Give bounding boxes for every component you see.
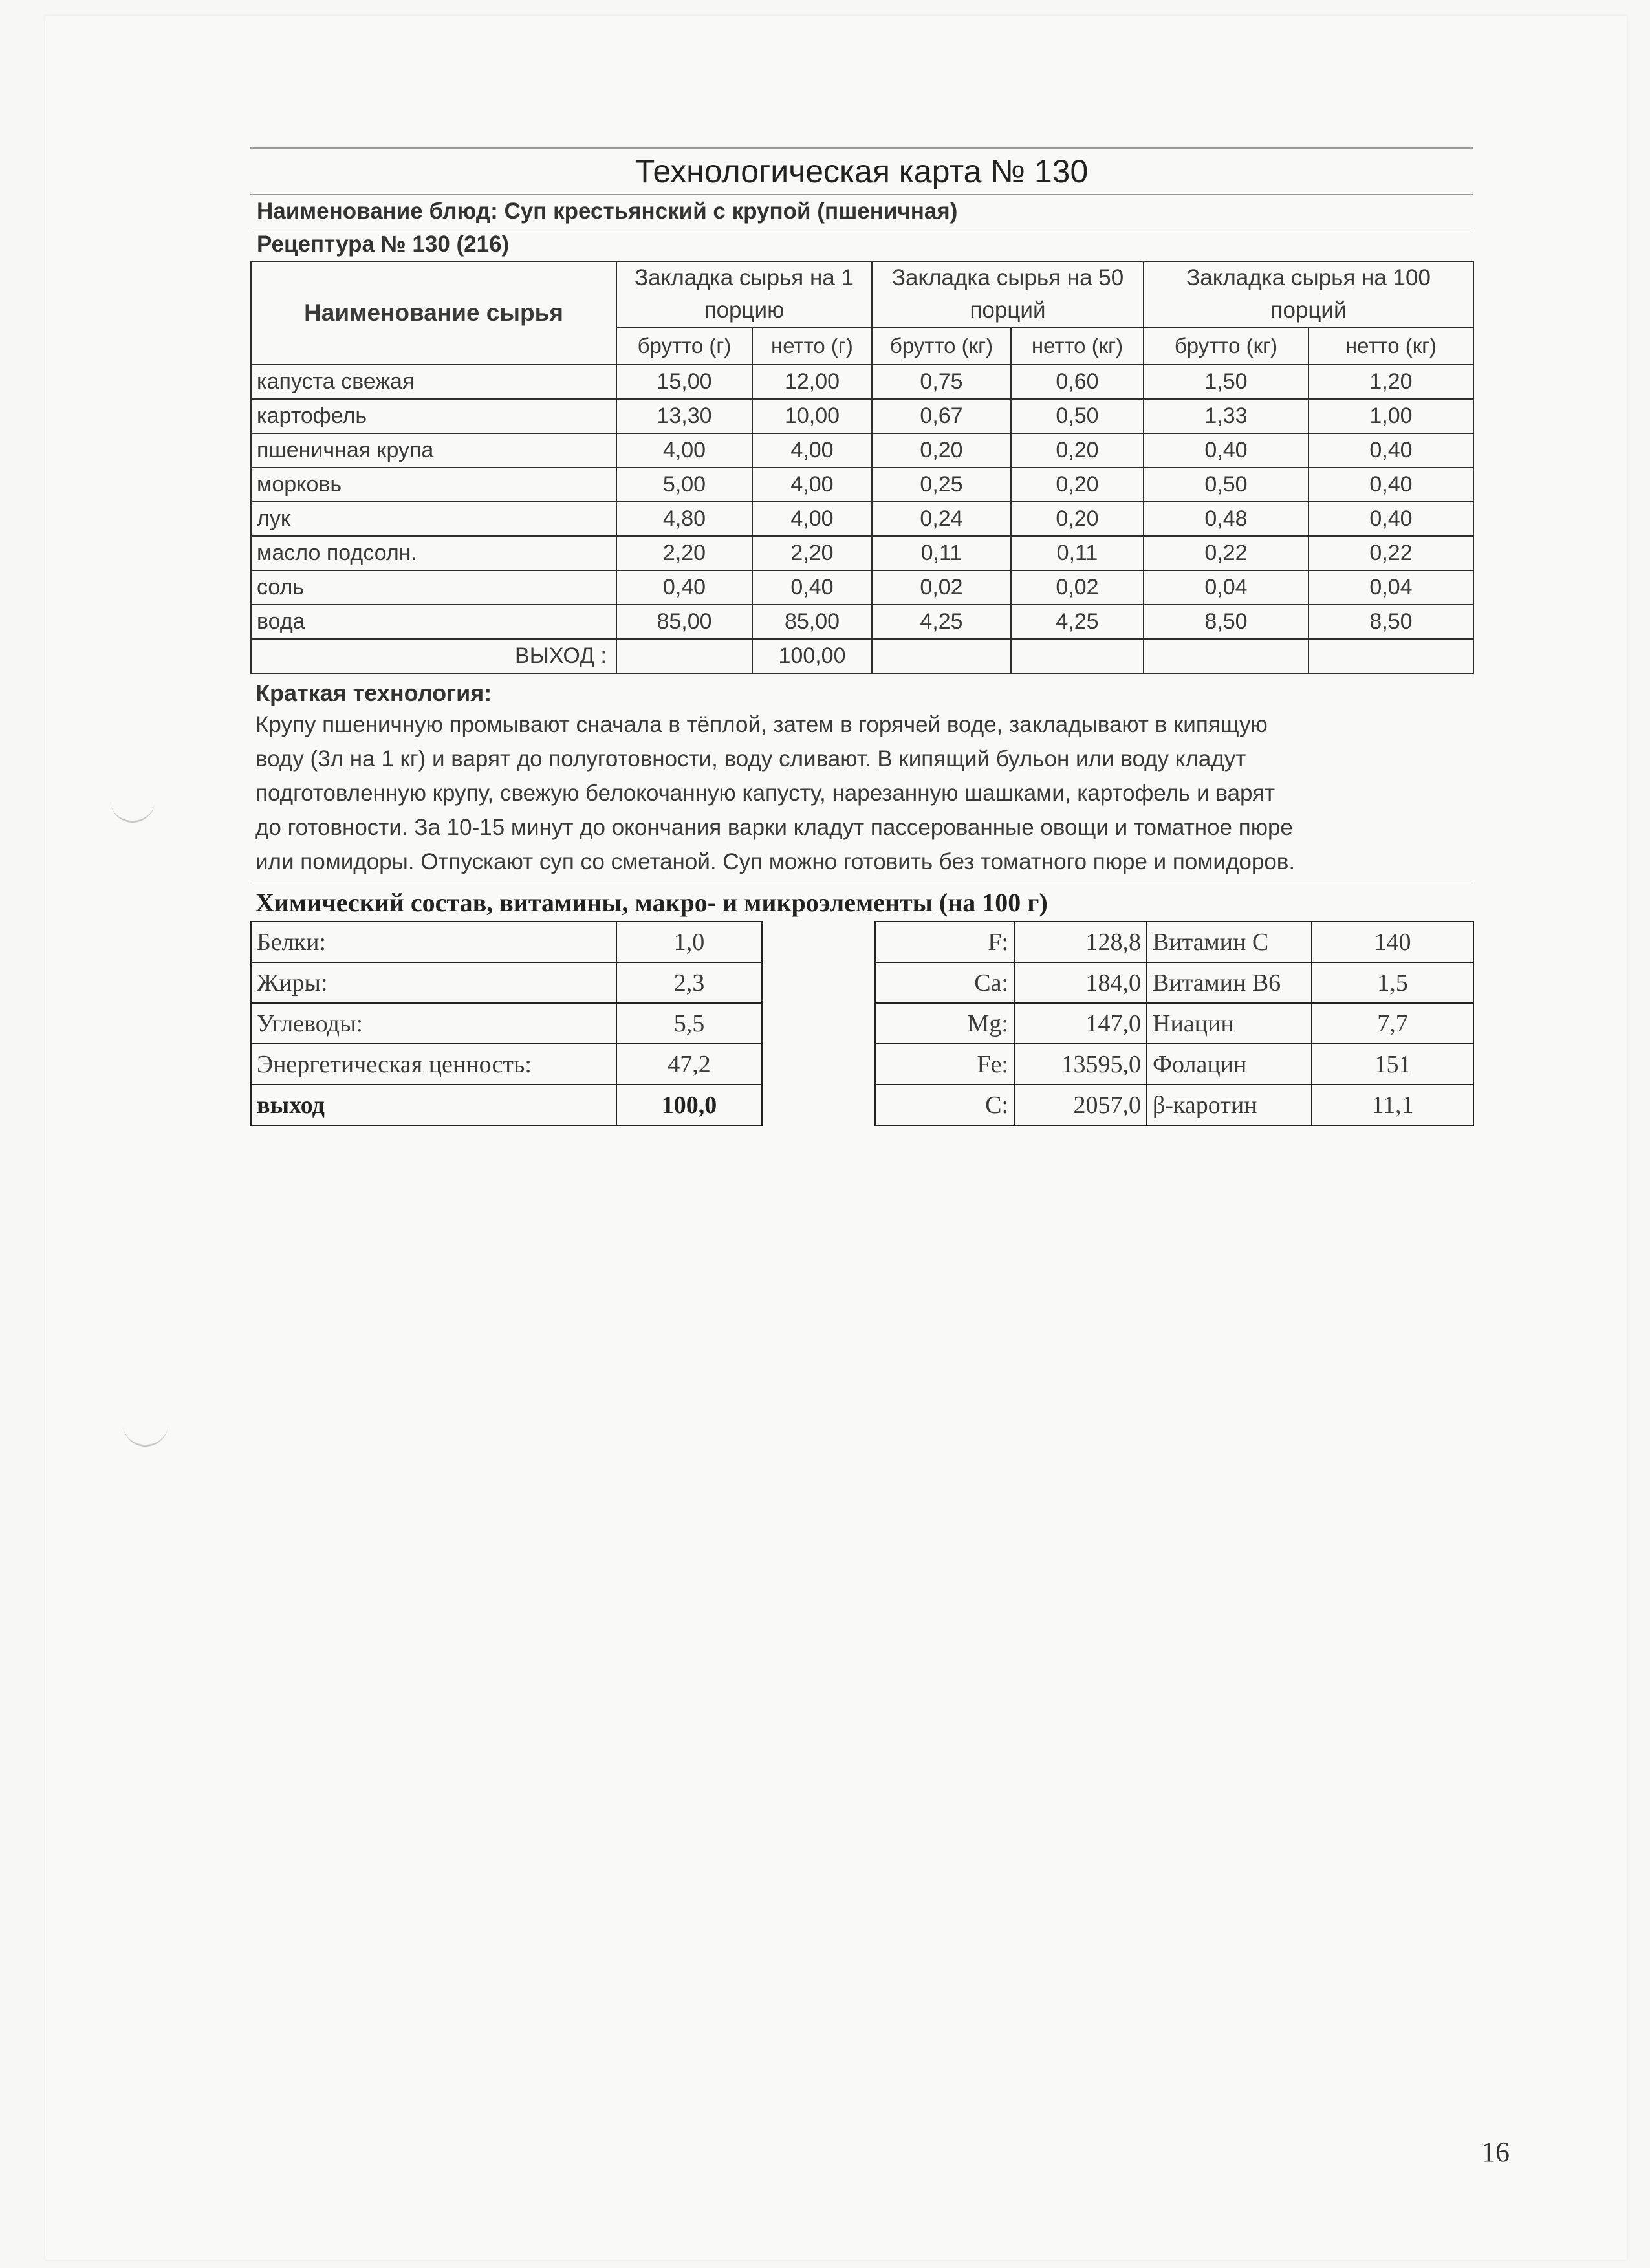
nutrient-label: Энергетическая ценность: (251, 1044, 616, 1085)
table-row (251, 365, 1473, 399)
nutrient-row (251, 1003, 762, 1044)
ingredient-amount: 0,25 (872, 468, 1011, 502)
mineral-value: 184,0 (1014, 962, 1147, 1003)
vitamin-name: Витамин В6 (1147, 962, 1312, 1003)
vitamin-name: Ниацин (1147, 1003, 1312, 1044)
ingredient-amount: 1,00 (1308, 399, 1473, 433)
nutrient-value: 47,2 (616, 1044, 762, 1085)
ingredient-amount: 0,67 (872, 399, 1011, 433)
nutrients-table (250, 921, 763, 1126)
ingredient-amount: 1,50 (1144, 365, 1308, 399)
nutrient-label: Жиры: (251, 962, 616, 1003)
mineral-element: Mg: (875, 1003, 1014, 1044)
ingredient-amount: 4,80 (616, 502, 752, 536)
ingredient-amount: 85,00 (616, 605, 752, 639)
ingredient-amount: 0,11 (1011, 536, 1144, 570)
ingredient-amount: 5,00 (616, 468, 752, 502)
ingredient-amount: 0,40 (1144, 433, 1308, 468)
ingredient-amount: 2,20 (616, 536, 752, 570)
ingredient-amount: 8,50 (1144, 605, 1308, 639)
ingredient-amount: 0,20 (872, 433, 1011, 468)
nutrient-value: 1,0 (616, 922, 762, 962)
chemistry-section (250, 921, 1473, 1134)
table-row (251, 502, 1473, 536)
ingredient-name: пшеничная крупа (251, 433, 616, 468)
table-row (251, 399, 1473, 433)
nutrient-label: Углеводы: (251, 1003, 616, 1044)
mineral-vitamin-row (875, 922, 1473, 962)
minerals-vitamins-table (874, 921, 1474, 1126)
ingredient-amount: 0,50 (1011, 399, 1144, 433)
mineral-value: 13595,0 (1014, 1044, 1147, 1085)
empty-cell (1144, 639, 1308, 673)
technology-line: Крупу пшеничную промывают сначала в тёплой, затем в горячей воде, закладывают в кипящую (255, 712, 1268, 737)
ingredient-amount: 1,20 (1308, 365, 1473, 399)
column-header-name: Наименование сырья (251, 261, 616, 365)
dish-name: Наименование блюд: Суп крестьянский с крупой (пшеничная) (250, 195, 1473, 228)
ingredient-amount: 12,00 (752, 365, 872, 399)
card-title: Технологическая карта № 130 (250, 147, 1473, 195)
ingredient-amount: 0,20 (1011, 502, 1144, 536)
yield-label: ВЫХОД : (251, 639, 616, 673)
mineral-vitamin-row (875, 1085, 1473, 1125)
empty-cell (1308, 639, 1473, 673)
mineral-element: C: (875, 1085, 1014, 1125)
ingredient-amount: 0,48 (1144, 502, 1308, 536)
column-subheader: нетто (кг) (1011, 327, 1144, 365)
table-row (251, 570, 1473, 605)
vitamin-value: 151 (1312, 1044, 1473, 1085)
vitamin-value: 7,7 (1312, 1003, 1473, 1044)
table-row (251, 605, 1473, 639)
column-subheader: брутто (кг) (872, 327, 1011, 365)
column-subheader: нетто (г) (752, 327, 872, 365)
mineral-value: 2057,0 (1014, 1085, 1147, 1125)
mineral-element: Fe: (875, 1044, 1014, 1085)
ingredient-amount: 0,22 (1308, 536, 1473, 570)
table-row (251, 536, 1473, 570)
ingredient-amount: 2,20 (752, 536, 872, 570)
empty-cell (1011, 639, 1144, 673)
ingredient-name: лук (251, 502, 616, 536)
mineral-vitamin-row (875, 962, 1473, 1003)
empty-cell (872, 639, 1011, 673)
ingredient-amount: 4,00 (752, 433, 872, 468)
nutrient-label: Белки: (251, 922, 616, 962)
column-subheader: нетто (кг) (1308, 327, 1473, 365)
column-subheader: брутто (кг) (1144, 327, 1308, 365)
mineral-element: F: (875, 922, 1014, 962)
nutrient-row (251, 962, 762, 1003)
ingredient-amount: 85,00 (752, 605, 872, 639)
column-subheader: брутто (г) (616, 327, 752, 365)
technology-line: или помидоры. Отпускают суп со сметаной. Суп можно готовить без томатного пюре и помидоров. (255, 849, 1296, 874)
ingredient-name: картофель (251, 399, 616, 433)
technology-text (250, 707, 1473, 883)
column-group-100-portions: Закладка сырья на 100 порций (1144, 261, 1473, 327)
technology-line: воду (3л на 1 кг) и варят до полуготовности, воду сливают. В кипящий бульон или воду кладут (255, 746, 1246, 772)
ingredient-amount: 4,25 (872, 605, 1011, 639)
recipe-number: Рецептура № 130 (216) (257, 232, 510, 257)
ingredient-name: соль (251, 570, 616, 605)
ingredient-amount: 0,50 (1144, 468, 1308, 502)
raw-materials-table (250, 261, 1474, 674)
table-header-row (251, 261, 1473, 327)
ingredient-amount: 0,40 (1308, 433, 1473, 468)
ingredient-amount: 1,33 (1144, 399, 1308, 433)
ingredient-name: вода (251, 605, 616, 639)
ingredient-amount: 0,40 (616, 570, 752, 605)
mineral-element: Ca: (875, 962, 1014, 1003)
vitamin-name: β-каротин (1147, 1085, 1312, 1125)
ingredient-amount: 4,25 (1011, 605, 1144, 639)
chem-yield-row (251, 1085, 762, 1125)
mineral-value: 147,0 (1014, 1003, 1147, 1044)
ingredient-amount: 0,60 (1011, 365, 1144, 399)
mineral-value: 128,8 (1014, 922, 1147, 962)
mineral-vitamin-row (875, 1003, 1473, 1044)
ingredient-amount: 0,02 (1011, 570, 1144, 605)
ingredient-name: масло подсолн. (251, 536, 616, 570)
column-group-1-portion: Закладка сырья на 1 порцию (616, 261, 872, 327)
ingredient-amount: 0,11 (872, 536, 1011, 570)
nutrient-value: 5,5 (616, 1003, 762, 1044)
ingredient-amount: 0,20 (1011, 433, 1144, 468)
ingredient-amount: 0,04 (1308, 570, 1473, 605)
ingredient-amount: 0,40 (1308, 502, 1473, 536)
yield-value: 100,00 (752, 639, 872, 673)
table-row (251, 468, 1473, 502)
chem-yield-label: выход (251, 1085, 616, 1125)
empty-cell (616, 639, 752, 673)
tech-card (250, 147, 1473, 1134)
vitamin-name: Витамин С (1147, 922, 1312, 962)
ingredient-name: капуста свежая (251, 365, 616, 399)
yield-row (251, 639, 1473, 673)
technology-title: Краткая технология: (255, 680, 492, 706)
ingredient-amount: 0,75 (872, 365, 1011, 399)
ingredient-amount: 15,00 (616, 365, 752, 399)
vitamin-value: 1,5 (1312, 962, 1473, 1003)
ingredient-amount: 0,04 (1144, 570, 1308, 605)
ingredient-amount: 0,24 (872, 502, 1011, 536)
ingredient-amount: 4,00 (752, 502, 872, 536)
vitamin-name: Фолацин (1147, 1044, 1312, 1085)
nutrient-row (251, 922, 762, 962)
ingredient-amount: 10,00 (752, 399, 872, 433)
page-number: 16 (1481, 2136, 1510, 2168)
ingredient-amount: 0,40 (752, 570, 872, 605)
ingredient-name: морковь (251, 468, 616, 502)
ingredient-amount: 0,02 (872, 570, 1011, 605)
table-row (251, 433, 1473, 468)
technology-line: до готовности. За 10-15 минут до окончания варки кладут пассерованные овощи и томатное пюре (255, 815, 1293, 840)
technology-line: подготовленную крупу, свежую белокочанную капусту, нарезанную шашками, картофель и варят (255, 781, 1275, 806)
nutrient-value: 2,3 (616, 962, 762, 1003)
vitamin-value: 11,1 (1312, 1085, 1473, 1125)
chem-yield-value: 100,0 (616, 1085, 762, 1125)
column-group-50-portions: Закладка сырья на 50 порций (872, 261, 1144, 327)
ingredient-amount: 0,20 (1011, 468, 1144, 502)
ingredient-amount: 13,30 (616, 399, 752, 433)
ingredient-amount: 4,00 (616, 433, 752, 468)
ingredient-amount: 0,22 (1144, 536, 1308, 570)
ingredient-amount: 8,50 (1308, 605, 1473, 639)
ingredient-amount: 0,40 (1308, 468, 1473, 502)
vitamin-value: 140 (1312, 922, 1473, 962)
mineral-vitamin-row (875, 1044, 1473, 1085)
ingredient-amount: 4,00 (752, 468, 872, 502)
nutrient-row (251, 1044, 762, 1085)
chemistry-title: Химический состав, витамины, макро- и микроэлементы (на 100 г) (255, 888, 1048, 917)
